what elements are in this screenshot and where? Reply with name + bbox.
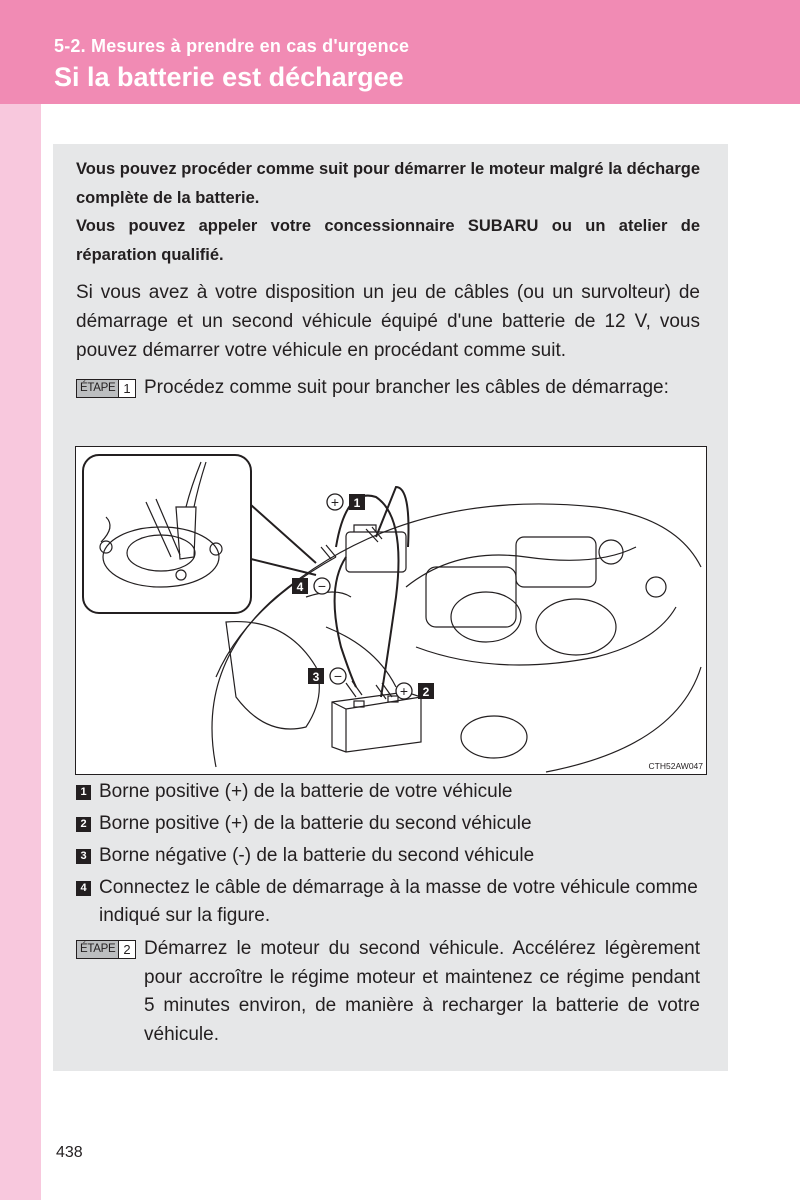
legend-text: Connectez le câble de démarrage à la masse de votre véhicule comme indiqué sur la figure. [99, 877, 698, 926]
step-number: 2 [118, 941, 134, 958]
callout-4 [292, 578, 330, 594]
step-badge [76, 379, 136, 398]
step-badge [76, 940, 136, 959]
legend-text: Borne négative (-) de la batterie du second véhicule [99, 845, 535, 866]
step-2 [76, 935, 700, 1049]
svg-text:1: 1 [353, 496, 361, 510]
svg-text:4: 4 [296, 580, 304, 594]
legend-item-1 [76, 778, 700, 806]
step-word: ÉTAPE [77, 380, 118, 397]
page-title: Si la batterie est déchargee [54, 62, 404, 92]
sidebar-strip [0, 104, 41, 1200]
svg-text:−: − [317, 578, 327, 594]
body-paragraph: Si vous avez à votre disposition un jeu de câbles (ou un survolteur) de démarrage et un second véhicule équipé d'une batterie de 12 V, vous pouvez démarrer votre véhicule en procédant comme suit. [76, 282, 700, 361]
intro-block [76, 155, 700, 269]
legend-item-4 [76, 874, 700, 930]
callout-3 [308, 668, 346, 684]
intro-line: Vous pouvez procéder comme suit pour démarrer le moteur malgré la décharge complète de la batterie. [76, 160, 700, 207]
legend-text: Borne positive (+) de la batterie du second véhicule [99, 813, 532, 834]
svg-text:+: + [330, 494, 340, 510]
legend-item-2 [76, 810, 700, 838]
callout-2 [396, 683, 434, 699]
section-label: 5-2. Mesures à prendre en cas d'urgence [54, 36, 410, 56]
legend-text: Borne positive (+) de la batterie de votre véhicule [99, 781, 513, 802]
page-number: 438 [56, 1144, 83, 1161]
legend-number-badge: 3 [76, 849, 91, 864]
svg-text:−: − [333, 668, 343, 684]
callout-1 [327, 494, 365, 510]
step-text: Procédez comme suit pour brancher les câbles de démarrage: [144, 377, 669, 398]
step-number: 1 [118, 380, 134, 397]
legend-number-badge: 2 [76, 817, 91, 832]
step-text: Démarrez le moteur du second véhicule. Accélérez légèrement pour accroître le régime moteur et maintenez ce régime pendant 5 minutes environ, de manière à recharger la batterie de votre véhicule. [144, 938, 700, 1045]
legend-number-badge: 4 [76, 881, 91, 896]
step-word: ÉTAPE [77, 941, 118, 958]
svg-text:2: 2 [422, 685, 430, 699]
engine-illustration [76, 447, 706, 774]
legend-item-3 [76, 842, 700, 870]
svg-text:3: 3 [312, 670, 320, 684]
figure-code: CTH52AW047 [648, 761, 703, 771]
jump-start-figure [75, 446, 707, 775]
intro-line: Vous pouvez appeler votre concessionnaire SUBARU ou un atelier de réparation qualifié. [76, 217, 700, 264]
legend-number-badge: 1 [76, 785, 91, 800]
step-1 [76, 374, 700, 403]
svg-text:+: + [399, 683, 409, 699]
